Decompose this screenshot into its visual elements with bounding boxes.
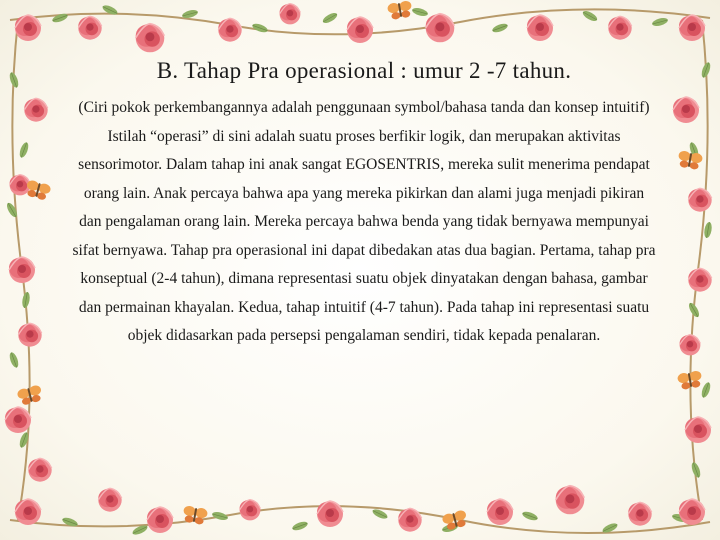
slide-title: B. Tahap Pra operasional : umur 2 -7 tahun.	[156, 58, 572, 83]
slide-body: Istilah “operasi” di sini adalah suatu proses berfikir logik, dan merupakan aktivitas sensorimotor. Dalam tahap ini anak sangat EGOSENTRIS, mereka sulit menerima pendapat orang lain. Anak percaya bahwa apa yang mereka pikirkan dan alami juga menjadi pikiran dan pengalaman orang lain. Mereka percaya bahwa benda yang tidak bernyawa mempunyai sifat bernyawa. Tahap pra operasional ini dapat dibedakan atas dua bagian. Pertama, tahap pra konseptual (2-4 tahun), dimana representasi suatu objek dinyatakan dengan bahasa, gambar dan permainan khayalan. Kedua, tahap intuitif (4-7 tahun). Pada tahap ini representasi suatu objek didasarkan pada persepsi pengalaman sendiri, tidak kepada penalaran.	[72, 127, 656, 344]
slide-content	[72, 58, 656, 351]
slide-subtitle: (Ciri pokok perkembangannya adalah penggunaan symbol/bahasa tanda dan konsep intuitif)	[78, 99, 650, 116]
